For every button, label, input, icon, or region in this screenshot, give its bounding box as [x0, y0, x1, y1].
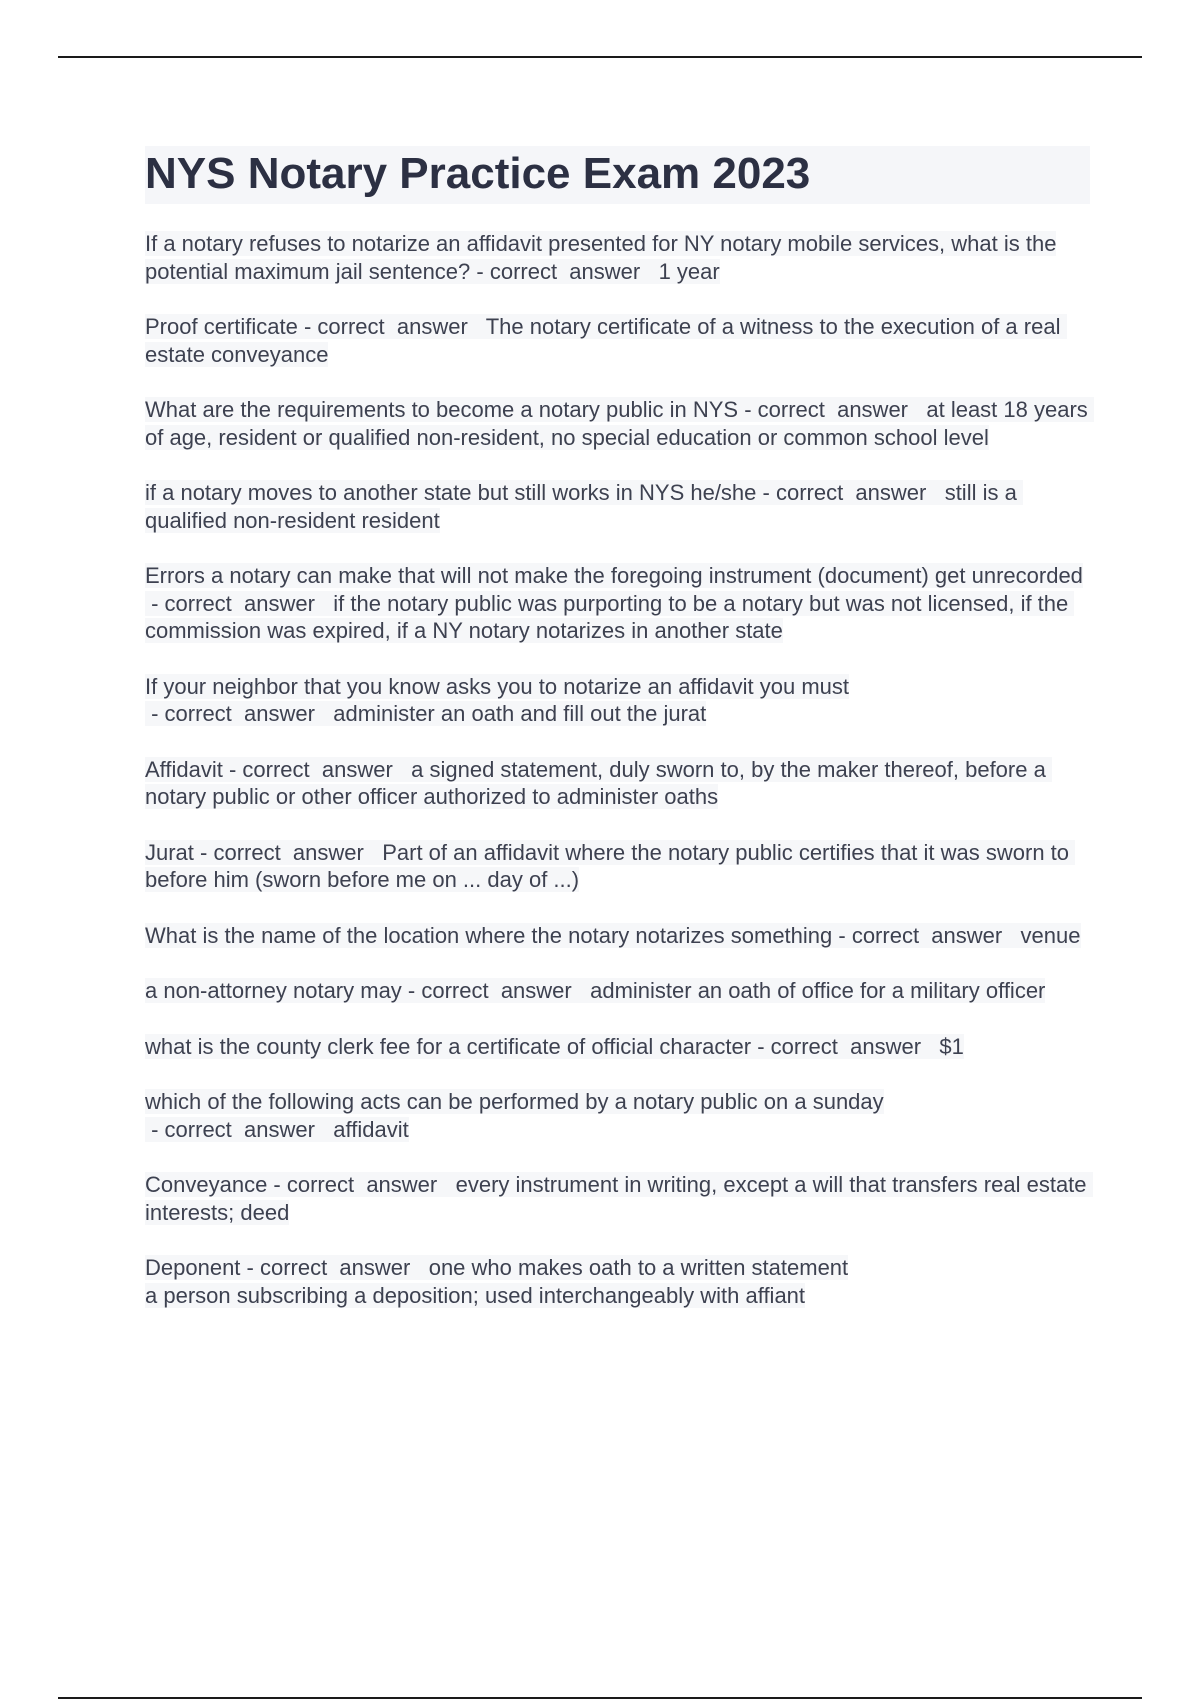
- qa-line: [145, 480, 1023, 533]
- qa-line: [145, 1172, 1093, 1225]
- question-text: Proof certificate: [145, 314, 298, 339]
- qa-item-7: [145, 756, 1090, 811]
- answer-text: $1: [939, 1033, 964, 1059]
- answer-text: still is a qualified non-resident resident: [145, 480, 1023, 533]
- answer-text: affidavit: [333, 1116, 409, 1142]
- qa-item-14: [145, 1254, 1090, 1309]
- page-title: NYS Notary Practice Exam 2023: [145, 146, 1090, 204]
- qa-line: [145, 1089, 884, 1142]
- answer-separator: - correct answer: [401, 978, 591, 1003]
- answer-separator: - correct answer: [193, 839, 383, 865]
- qa-item-9: [145, 922, 1090, 950]
- qa-item-1: [145, 230, 1090, 285]
- answer-separator: - correct answer: [832, 922, 1021, 948]
- answer-separator: - correct answer: [756, 480, 945, 505]
- answer-separator: - correct answer: [145, 701, 334, 726]
- answer-separator: - correct answer: [751, 1033, 940, 1059]
- qa-line: [145, 1255, 848, 1308]
- qa-item-4: [145, 479, 1090, 534]
- qa-item-11: [145, 1033, 1090, 1061]
- answer-text: at least 18 years of age, resident or qualified non-resident, no special education or common school level: [145, 397, 1094, 450]
- answer-separator: - correct answer: [145, 590, 334, 616]
- question-text: Deponent: [145, 1255, 241, 1280]
- answer-text: a signed statement, duly sworn to, by the maker thereof, before a notary public or other officer authorized to administer oaths: [145, 756, 1052, 809]
- answer-separator: - correct answer: [222, 756, 412, 782]
- qa-line: [145, 978, 1045, 1003]
- answer-text: if the notary public was purporting to be a notary but was not licensed, if the commission was expired, if a NY notary notarizes in another state: [145, 590, 1075, 643]
- answer-separator: - correct answer: [297, 314, 486, 339]
- question-text: what is the county clerk fee for a certificate of official character: [145, 1033, 752, 1059]
- answer-text: 1 year: [658, 258, 720, 284]
- qa-line: [145, 923, 1081, 948]
- qa-item-5: [145, 562, 1090, 645]
- bottom-rule: [58, 1697, 1142, 1699]
- question-text: Jurat: [145, 839, 194, 865]
- question-text: Conveyance: [145, 1172, 268, 1197]
- answer-separator: - correct answer: [738, 397, 927, 422]
- answer-text: The notary certificate of a witness to the execution of a real estate conveyance: [145, 314, 1067, 367]
- answer-text: venue: [1020, 922, 1081, 948]
- answer-text: administer an oath and fill out the jurat: [333, 701, 707, 726]
- qa-item-3: [145, 396, 1094, 451]
- question-text: What are the requirements to become a notary public in NYS: [145, 397, 739, 422]
- question-text: Affidavit: [145, 756, 223, 782]
- qa-line: [145, 757, 1052, 810]
- answer-separator: - correct answer: [240, 1255, 429, 1280]
- qa-item-10: [145, 977, 1090, 1005]
- qa-line: [145, 397, 1094, 450]
- top-rule: [58, 56, 1142, 58]
- document-body: [145, 146, 1094, 1337]
- question-text: If a notary refuses to notarize an affidavit presented for NY notary mobile services, what is the potential maximum jail sentence?: [145, 231, 1057, 284]
- qa-item-2: [145, 313, 1090, 368]
- question-text: If your neighbor that you know asks you to notarize an affidavit you must: [145, 673, 849, 699]
- question-text: if a notary moves to another state but still works in NYS he/she: [145, 480, 757, 505]
- qa-line: [145, 314, 1067, 367]
- qa-line: [145, 231, 1056, 284]
- question-text: What is the name of the location where the notary notarizes something: [145, 922, 833, 948]
- answer-text: every instrument in writing, except a will that transfers real estate interests; deed: [145, 1172, 1093, 1225]
- qa-item-13: [145, 1171, 1093, 1226]
- answer-separator: - correct answer: [267, 1172, 456, 1197]
- answer-separator: - correct answer: [145, 1116, 334, 1142]
- qa-item-8: [145, 839, 1090, 894]
- qa-line: [145, 674, 849, 727]
- qa-line: [145, 840, 1075, 893]
- qa-line: [145, 1034, 964, 1059]
- answer-text: administer an oath of office for a military officer: [590, 978, 1046, 1003]
- qa-item-6: [145, 673, 1090, 728]
- qa-line: [145, 563, 1083, 643]
- question-text: a non-attorney notary may: [145, 978, 402, 1003]
- question-text: Errors a notary can make that will not make the foregoing instrument (document) get unrecorded: [145, 563, 1083, 588]
- answer-text: one who makes oath to a written statement a person subscribing a deposition; used interchangeably with affiant: [145, 1255, 849, 1308]
- answer-text: Part of an affidavit where the notary public certifies that it was sworn to before him (sworn before me on ... day of ...): [145, 839, 1076, 892]
- question-text: which of the following acts can be performed by a notary public on a sunday: [145, 1089, 884, 1114]
- qa-item-12: [145, 1088, 1090, 1143]
- answer-separator: - correct answer: [470, 258, 659, 284]
